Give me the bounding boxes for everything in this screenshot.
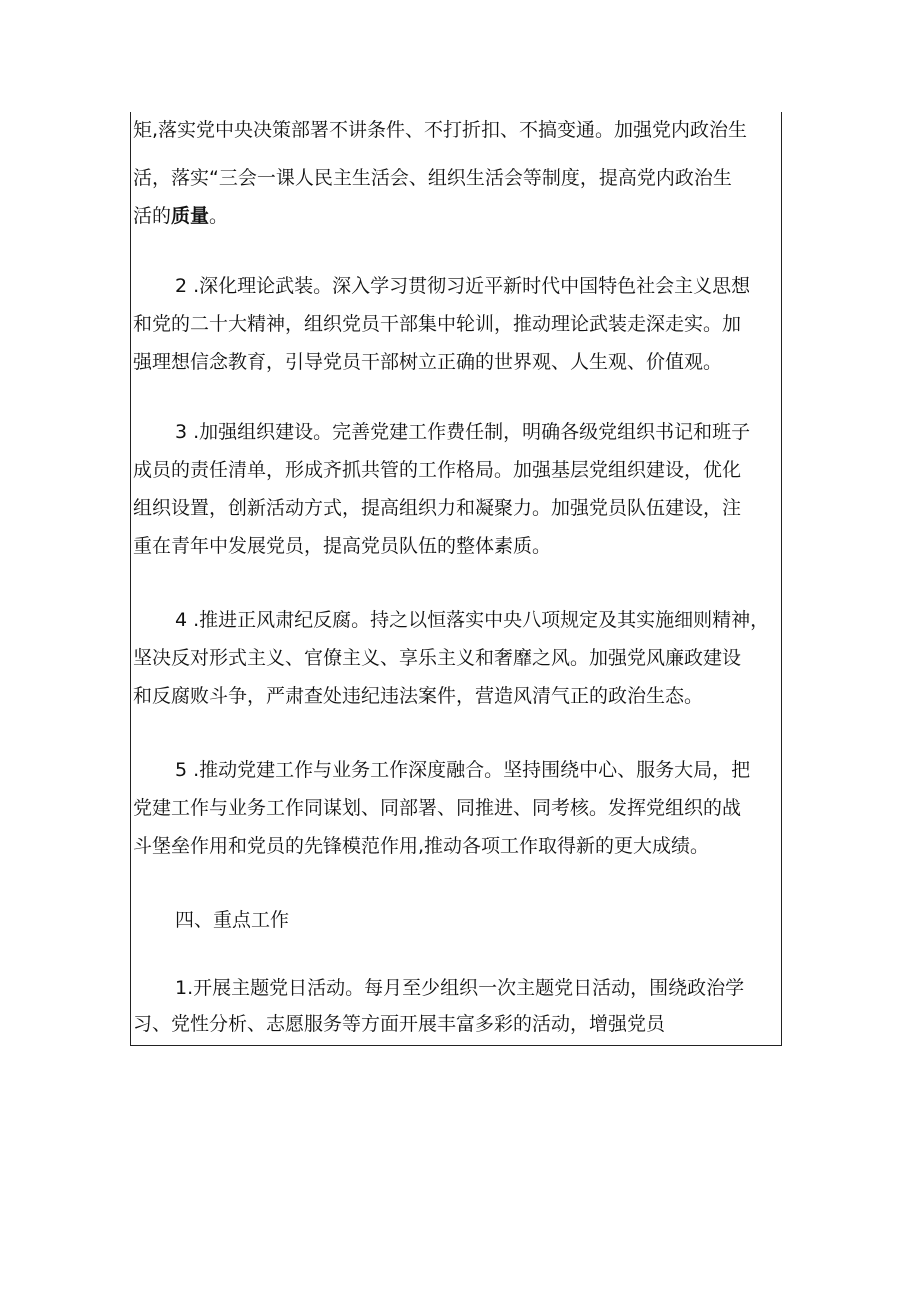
para-2-line-3: 强理想信念教育，引导党员干部树立正确的世界观、人生观、价值观。 bbox=[133, 351, 723, 373]
para-5-line-2: 党建工作与业务工作同谋划、同部署、同推进、同考核。发挥党组织的战 bbox=[133, 797, 742, 819]
intro-line-2: 活，落实“三会一课人民主生活会、组织生活会等制度，提高党内政治生 bbox=[133, 167, 732, 189]
para-4-line-1: 4 .推进正风肃纪反腐。持之以恒落实中央八项规定及其实施细则精神， bbox=[175, 609, 770, 631]
intro-last-prefix: 活的 bbox=[133, 205, 172, 227]
para-3-line-4: 重在青年中发展党员，提高党员队伍的整体素质。 bbox=[133, 535, 552, 557]
para-3-line-1: 3 .加强组织建设。完善党建工作费任制，明确各级党组织书记和班子 bbox=[175, 421, 751, 443]
intro-line-3 bbox=[133, 200, 228, 232]
para-4-line-2: 坚决反对形式主义、官僚主义、享乐主义和奢靡之风。加强党风廉政建设 bbox=[133, 647, 742, 669]
section-heading: 四、重点工作 bbox=[175, 909, 290, 931]
para-3-line-2: 成员的责任清单，形成齐抓共管的工作格局。加强基层党组织建设，优化 bbox=[133, 459, 742, 481]
intro-last-suffix: 。 bbox=[209, 205, 229, 227]
para-4-line-3: 和反腐败斗争，严肃查处违纪违法案件，营造风清气正的政治生态。 bbox=[133, 685, 704, 707]
document-page bbox=[130, 112, 782, 1046]
para-2-line-2: 和党的二十大精神，组织党员干部集中轮训，推动理论武装走深走实。加 bbox=[133, 313, 742, 335]
key-item-1-line-1: 1.开展主题党日活动。每月至少组织一次主题党日活动，围绕政治学 bbox=[175, 977, 745, 999]
para-2-line-1: 2 .深化理论武装。深入学习贯彻习近平新时代中国特色社会主义思想 bbox=[175, 275, 751, 297]
key-item-1-line-2: 习、党性分析、志愿服务等方面开展丰富多彩的活动，增强党员 bbox=[133, 1013, 666, 1035]
intro-last-bold: 质量 bbox=[171, 205, 210, 227]
para-5-line-3: 斗堡垒作用和党员的先锋模范作用,推动各项工作取得新的更大成绩。 bbox=[133, 835, 710, 857]
intro-line-1: 矩,落实党中央决策部署不讲条件、不打折扣、不搞变通。加强党内政治生 bbox=[133, 119, 748, 141]
para-5-line-1: 5 .推动党建工作与业务工作深度融合。坚持围绕中心、服务大局，把 bbox=[175, 759, 751, 781]
para-3-line-3: 组织设置，创新活动方式，提高组织力和凝聚力。加强党员队伍建设，注 bbox=[133, 497, 742, 519]
